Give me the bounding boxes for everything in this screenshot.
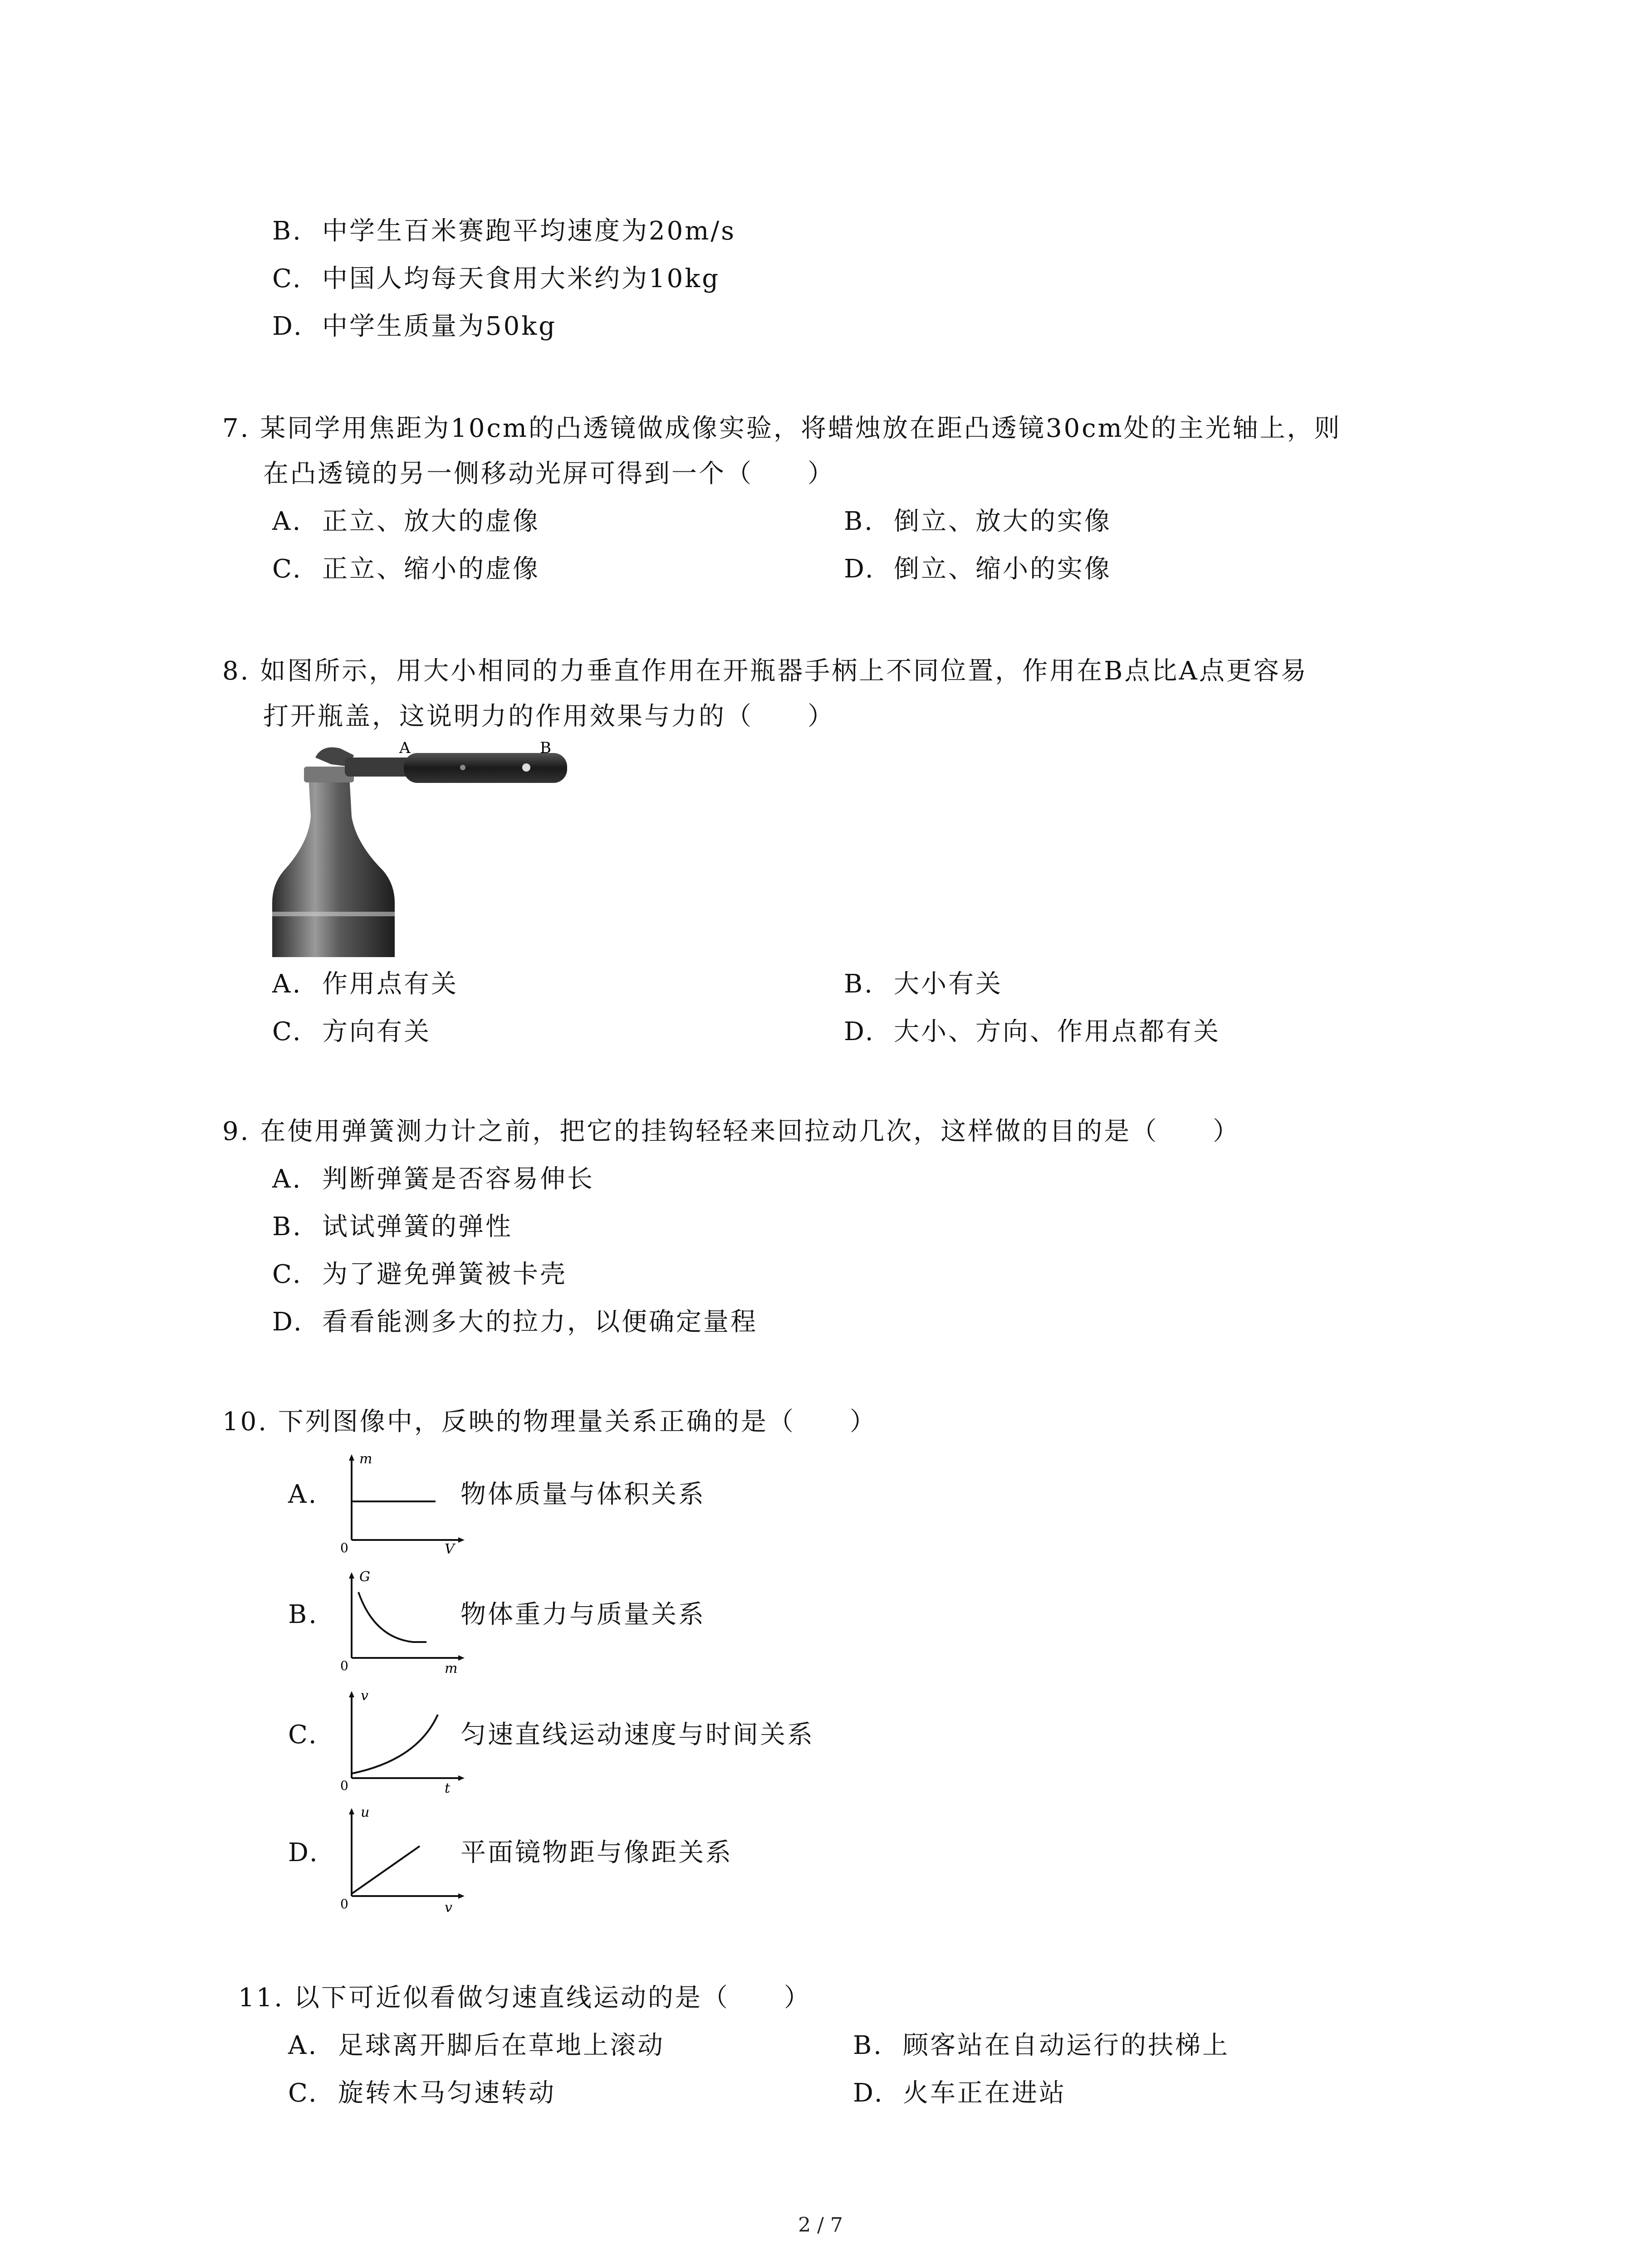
q10c-origin-label: 0 bbox=[340, 1778, 348, 1793]
q9-option-a: A. 判断弹簧是否容易伸长 bbox=[272, 1164, 594, 1194]
q11-option-b: B. 顾客站在自动运行的扶梯上 bbox=[853, 2031, 1230, 2060]
q10-graph-a bbox=[331, 1452, 467, 1556]
bottle-opener-figure bbox=[272, 739, 581, 957]
q7-option-c: C. 正立、缩小的虚像 bbox=[272, 554, 540, 584]
q11-stem: 11. 以下可近似看做匀速直线运动的是（ ） bbox=[238, 1983, 811, 2013]
q8-option-c: C. 方向有关 bbox=[272, 1017, 431, 1046]
q11-option-a: A. 足球离开脚后在草地上滚动 bbox=[288, 2031, 665, 2060]
page-number: 2 / 7 bbox=[798, 2214, 843, 2237]
q8-option-b: B. 大小有关 bbox=[844, 969, 1003, 999]
q10b-y-axis-label: G bbox=[359, 1569, 370, 1585]
q10-graph-d bbox=[331, 1803, 467, 1916]
q9-option-d: D. 看看能测多大的拉力，以便确定量程 bbox=[272, 1307, 758, 1337]
q11-option-d: D. 火车正在进站 bbox=[853, 2078, 1066, 2108]
q8-option-a: A. 作用点有关 bbox=[272, 969, 458, 999]
q9-stem: 9. 在使用弹簧测力计之前，把它的挂钩轻轻来回拉动几次，这样做的目的是（ ） bbox=[222, 1117, 1240, 1146]
q6-option-c: C. 中国人均每天食用大米约为10kg bbox=[272, 264, 720, 293]
q10-option-c-text: 匀速直线运动速度与时间关系 bbox=[460, 1720, 814, 1750]
q7-option-b: B. 倒立、放大的实像 bbox=[844, 507, 1112, 536]
q10-option-a-text: 物体质量与体积关系 bbox=[460, 1480, 705, 1509]
q10b-origin-label: 0 bbox=[340, 1658, 348, 1673]
q10a-y-axis-label: m bbox=[359, 1452, 372, 1467]
q10a-x-axis-label: V bbox=[445, 1541, 455, 1556]
q10-option-d-letter: D. bbox=[288, 1838, 319, 1867]
q10d-origin-label: 0 bbox=[340, 1897, 348, 1911]
bottle-icon bbox=[272, 767, 395, 957]
q10b-x-axis-label: m bbox=[445, 1661, 458, 1676]
q10-stem: 10. 下列图像中，反映的物理量关系正确的是（ ） bbox=[222, 1407, 877, 1437]
q10-graph-b bbox=[331, 1569, 467, 1676]
q10-graph-c bbox=[331, 1687, 467, 1796]
figure-label-a: A bbox=[399, 739, 411, 757]
q7-stem-line2: 在凸透镜的另一侧移动光屏可得到一个（ ） bbox=[263, 459, 835, 489]
q10-option-d-text: 平面镜物距与像距关系 bbox=[460, 1838, 733, 1867]
q10a-origin-label: 0 bbox=[340, 1540, 348, 1555]
q10c-y-axis-label: v bbox=[361, 1688, 368, 1704]
q10-option-c-letter: C. bbox=[288, 1720, 318, 1750]
q10-option-a-letter: A. bbox=[288, 1480, 318, 1509]
q8-stem-line1: 8. 如图所示，用大小相同的力垂直作用在开瓶器手柄上不同位置，作用在B点比A点更容易 bbox=[222, 656, 1308, 686]
q9-option-c: C. 为了避免弹簧被卡壳 bbox=[272, 1260, 567, 1289]
q7-option-d: D. 倒立、缩小的实像 bbox=[844, 554, 1112, 584]
q10-option-b-letter: B. bbox=[288, 1600, 318, 1629]
q9-option-b: B. 试试弹簧的弹性 bbox=[272, 1212, 513, 1242]
q10-option-b-text: 物体重力与质量关系 bbox=[460, 1600, 705, 1629]
q11-option-c: C. 旋转木马匀速转动 bbox=[288, 2078, 556, 2108]
q10c-x-axis-label: t bbox=[445, 1780, 451, 1796]
q8-stem-line2: 打开瓶盖，这说明力的作用效果与力的（ ） bbox=[263, 702, 835, 731]
q7-stem-line1: 7. 某同学用焦距为10cm的凸透镜做成像实验，将蜡烛放在距凸透镜30cm处的主光轴上，则 bbox=[222, 414, 1342, 443]
q7-option-a: A. 正立、放大的虚像 bbox=[272, 507, 540, 536]
figure-label-b: B bbox=[540, 739, 551, 757]
q10d-x-axis-label: v bbox=[445, 1900, 452, 1916]
q8-option-d: D. 大小、方向、作用点都有关 bbox=[844, 1017, 1220, 1046]
q6-option-d: D. 中学生质量为50kg bbox=[272, 312, 557, 341]
q6-option-b: B. 中学生百米赛跑平均速度为20m/s bbox=[272, 216, 736, 246]
q10d-y-axis-label: u bbox=[361, 1804, 370, 1820]
